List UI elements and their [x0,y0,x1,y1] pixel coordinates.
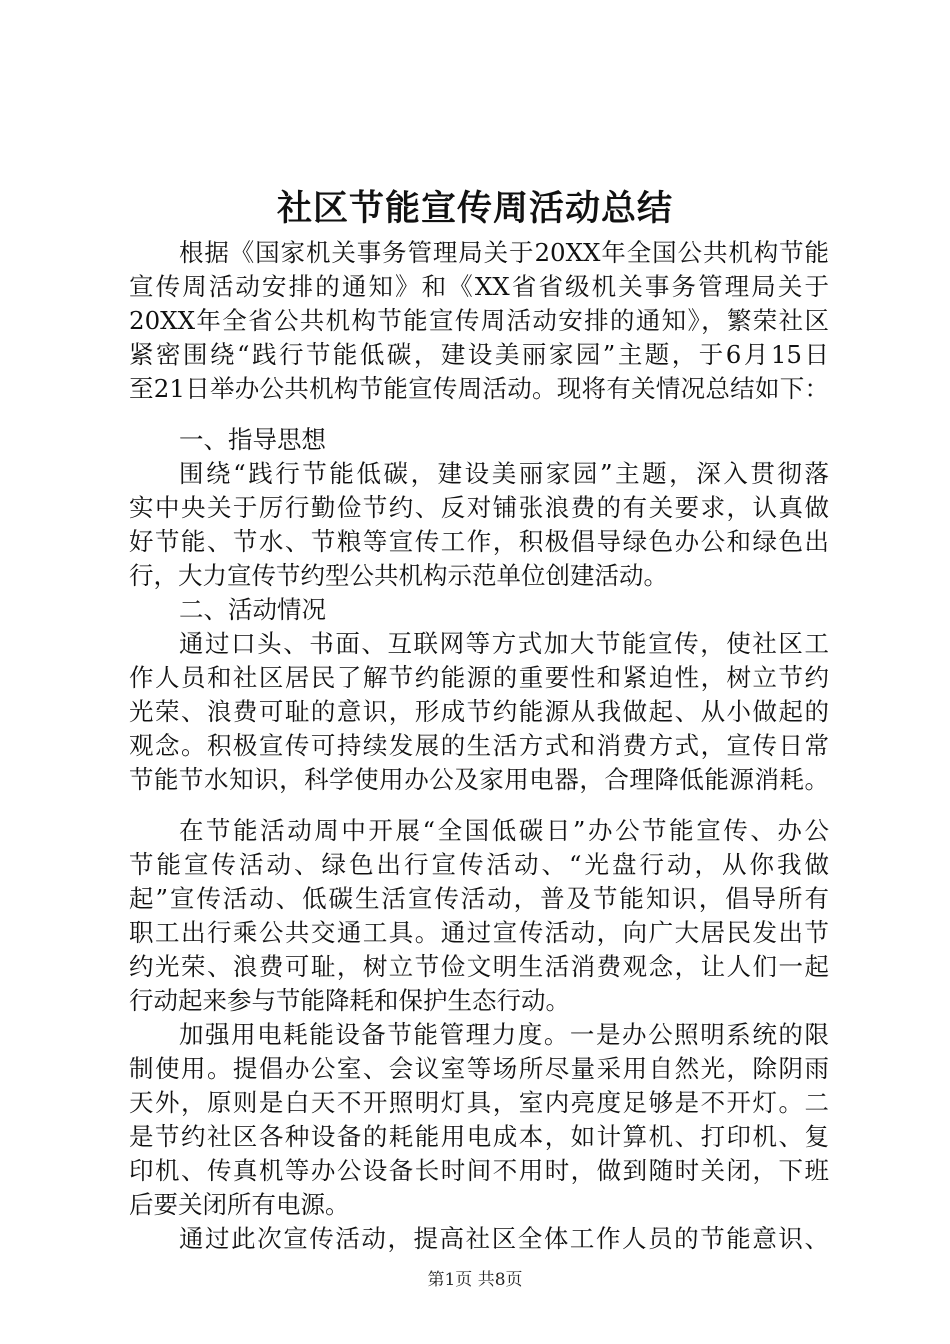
text-line: 后要关闭所有电源。 [129,1190,350,1219]
document-title: 社区节能宣传周活动总结 [276,188,673,229]
page-number-footer: 第1页 共8页 [427,1270,523,1290]
text-line: 职工出行乘公共交通工具。通过宣传活动，向广大居民发出节 [129,918,829,947]
text-line: 天外，原则是白天不开照明灯具，室内亮度足够是不开灯。二 [129,1088,829,1117]
text-line: 围绕“践行节能低碳，建设美丽家园”主题，深入贯彻落 [179,459,829,488]
text-line: 印机、传真机等办公设备长时间不用时，做到随时关闭，下班 [129,1156,829,1185]
section-heading: 一、指导思想 [179,425,326,454]
text-line: 行，大力宣传节约型公共机构示范单位创建活动。 [129,561,668,590]
text-line: 行动起来参与节能降耗和保护生态行动。 [129,986,570,1015]
text-line: 光荣、浪费可耻的意识，形成节约能源从我做起、从小做起的 [129,697,829,726]
text-line: 节能节水知识，科学使用办公及家用电器，合理降低能源消耗。 [129,765,829,794]
text-line: 紧密围绕“践行节能低碳，建设美丽家园”主题，于6月15日 [129,340,829,369]
text-line: 实中央关于厉行勤俭节约、反对铺张浪费的有关要求，认真做 [129,493,829,522]
text-line: 观念。积极宣传可持续发展的生活方式和消费方式，宣传日常 [129,731,829,760]
text-line: 制使用。提倡办公室、会议室等场所尽量采用自然光，除阴雨 [129,1054,829,1083]
section-heading: 二、活动情况 [179,595,326,624]
text-line: 20XX年全省公共机构节能宣传周活动安排的通知》，繁荣社区 [129,306,829,335]
text-line: 根据《国家机关事务管理局关于20XX年全国公共机构节能 [179,238,829,267]
text-line: 通过口头、书面、互联网等方式加大节能宣传，使社区工 [179,629,829,658]
text-line: 好节能、节水、节粮等宣传工作，积极倡导绿色办公和绿色出 [129,527,829,556]
text-line: 作人员和社区居民了解节约能源的重要性和紧迫性，树立节约 [129,663,829,692]
text-line: 在节能活动周中开展“全国低碳日”办公节能宣传、办公 [179,816,829,845]
text-line: 至21日举办公共机构节能宣传周活动。现将有关情况总结如下： [129,374,829,403]
text-line: 通过此次宣传活动，提高社区全体工作人员的节能意识、 [179,1224,829,1253]
text-line: 是节约社区各种设备的耗能用电成本，如计算机、打印机、复 [129,1122,829,1151]
text-line: 约光荣、浪费可耻，树立节俭文明生活消费观念，让人们一起 [129,952,829,981]
text-line: 宣传周活动安排的通知》和《XX省省级机关事务管理局关于 [129,272,829,301]
text-line: 加强用电耗能设备节能管理力度。一是办公照明系统的限 [179,1020,829,1049]
text-line: 起”宣传活动、低碳生活宣传活动，普及节能知识，倡导所有 [129,884,829,913]
text-line: 节能宣传活动、绿色出行宣传活动、“光盘行动，从你我做 [129,850,829,879]
